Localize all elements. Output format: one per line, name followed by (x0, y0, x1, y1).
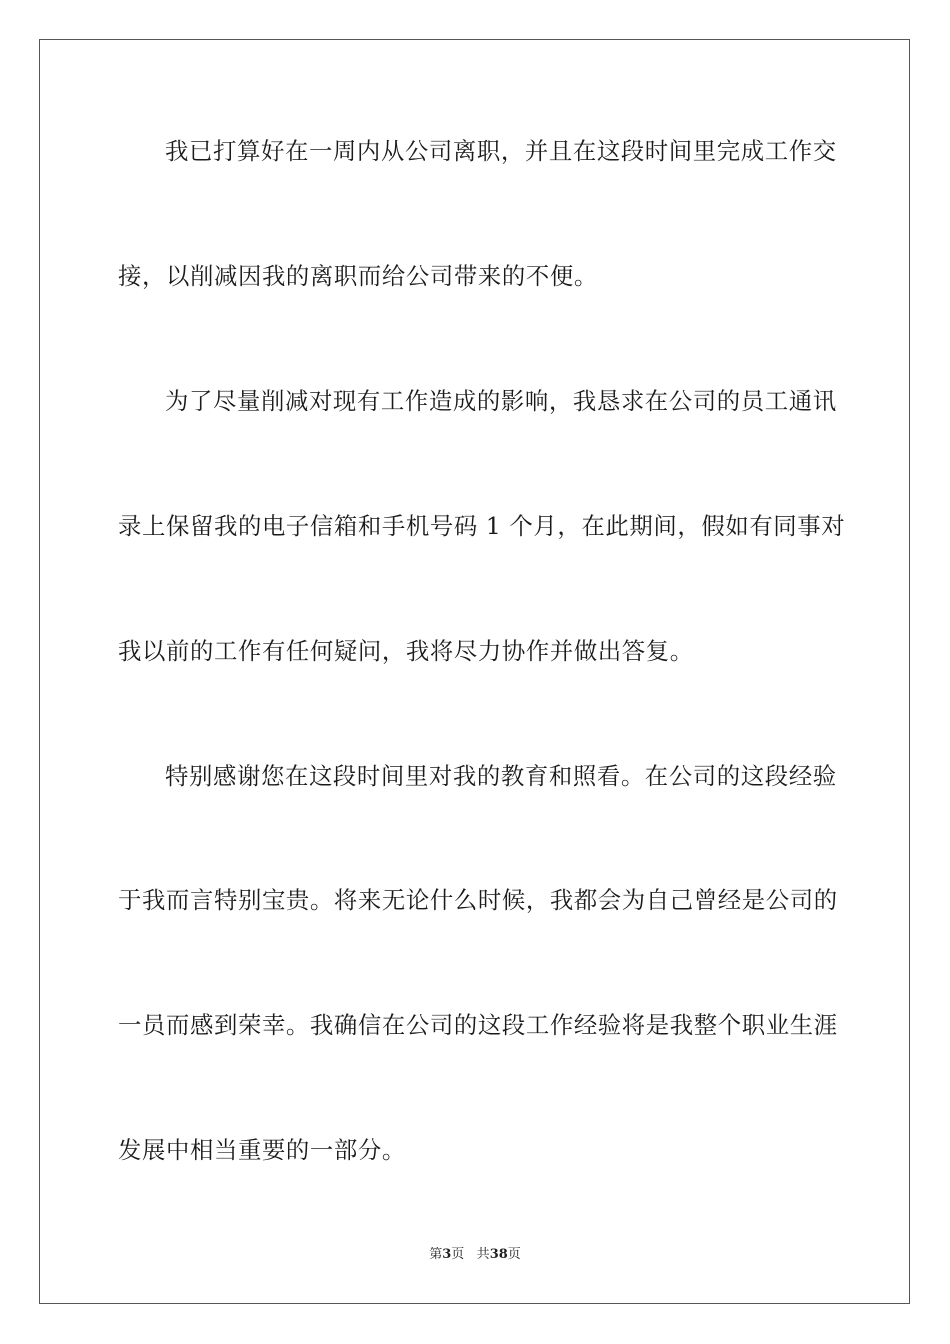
page-suffix: 页 (451, 1247, 465, 1262)
page-number: 3 (442, 1247, 452, 1262)
page-footer (0, 1247, 950, 1263)
paragraph-3-line-2: 于我而言特别宝贵。将来无论什么时候，我都会为自己曾经是公司的 (118, 886, 838, 914)
paragraph-3-line-4: 发展中相当重要的一部分。 (118, 1136, 406, 1164)
total-suffix: 页 (507, 1247, 521, 1262)
paragraph-3-line-3: 一员而感到荣幸。我确信在公司的这段工作经验将是我整个职业生涯 (118, 1011, 838, 1039)
paragraph-1-line-1: 我已打算好在一周内从公司离职，并且在这段时间里完成工作交 (165, 137, 837, 165)
page-prefix: 第 (429, 1247, 443, 1262)
paragraph-2-line-2: 录上保留我的电子信箱和手机号码 1 个月，在此期间，假如有同事对 (118, 512, 846, 540)
total-prefix: 共 (476, 1247, 490, 1262)
paragraph-1-line-2: 接，以削减因我的离职而给公司带来的不便。 (118, 262, 598, 290)
page-border (39, 39, 910, 1304)
paragraph-2-line-3: 我以前的工作有任何疑问，我将尽力协作并做出答复。 (118, 637, 694, 665)
paragraph-2-line-1: 为了尽量削减对现有工作造成的影响，我恳求在公司的员工通讯 (165, 387, 837, 415)
paragraph-3-line-1: 特别感谢您在这段时间里对我的教育和照看。在公司的这段经验 (165, 762, 837, 790)
total-pages: 38 (489, 1247, 508, 1262)
